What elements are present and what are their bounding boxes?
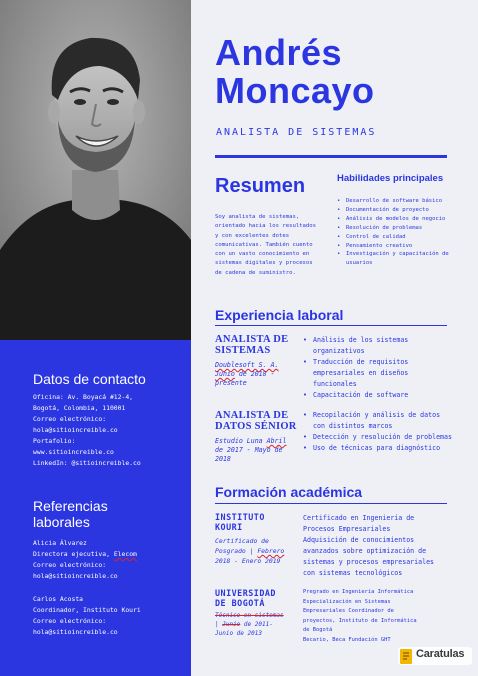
profile-photo (0, 0, 191, 340)
portrait-image (0, 0, 191, 340)
skill-item: • Investigación y capacitación de usuarios (336, 250, 454, 268)
reference-position (33, 549, 183, 560)
summary-line: Soy analista de sistemas, (215, 214, 300, 220)
reference-name: Alicia Álvarez (33, 539, 87, 547)
edu-desc-line: Adquisición de conocimientos (303, 536, 415, 544)
contact-website[interactable]: www.sitioincreible.co (33, 448, 114, 456)
job-bullet: • Traducción de requisitos empresariales en diseños funcionales (303, 357, 453, 390)
reference-email-label: Correo electrónico: (33, 617, 107, 625)
job-2-title (215, 410, 297, 432)
header-divider (215, 155, 447, 158)
reference-position: Coordinador, Instituto Kouri (33, 606, 141, 614)
edu-meta-line: Certificado de (215, 537, 269, 545)
job-title-line: DATOS SÉNIOR (215, 421, 297, 432)
references-heading-line: laborales (33, 514, 90, 530)
job-bullet: • Análisis de los sistemas organizativos (303, 335, 453, 357)
edu-desc-line: Procesos Empresariales (303, 525, 391, 533)
edu-1-meta (215, 536, 284, 566)
edu-1-title (215, 512, 265, 532)
job-2-bullets (303, 410, 455, 454)
job-title-line: ANALISTA DE (215, 334, 289, 345)
edu-2-meta (215, 611, 284, 638)
job-meta-line (215, 361, 279, 370)
job-meta-line (215, 370, 279, 379)
edu-2-title (215, 588, 276, 608)
edu-start-month: Febrero (257, 547, 285, 555)
edu-title-line: UNIVERSIDAD (215, 588, 276, 598)
skill-item: • Control de calidad (336, 233, 454, 242)
reference-role: Directora ejecutiva, (33, 550, 114, 558)
job-start-month: Abril (266, 437, 287, 445)
job-role: ANALISTA DE SISTEMAS (216, 127, 377, 138)
job-company: Estudio Luna (215, 437, 267, 445)
edu-dates: 2018 - Enero 2019 (215, 557, 281, 565)
edu-desc-line: de Bogotá (303, 627, 333, 633)
experience-heading: Experiencia laboral (215, 307, 344, 323)
reference-2 (33, 594, 183, 638)
job-title-line: SISTEMAS (215, 345, 271, 356)
edu-start-year: de 2011- (240, 621, 273, 628)
experience-divider (215, 325, 447, 326)
job-company: Doublesoft S. A. (215, 361, 279, 369)
edu-degree: Posgrado | (215, 547, 258, 555)
job-1-title (215, 334, 288, 356)
contact-line: Correo electrónico: (33, 415, 107, 423)
edu-desc-line: Especialización en Sistemas (303, 598, 391, 605)
reference-email[interactable]: hola@sitioincreible.co (33, 572, 118, 580)
job-dates: de 2017 - Mayo de (215, 446, 283, 454)
contact-line: Oficina: Av. Boyacá #12-4, (33, 393, 134, 401)
job-bullet: • Uso de técnicas para diagnóstico (303, 443, 455, 454)
summary-line: orientado hacia los resultados (215, 223, 317, 230)
job-meta-line (215, 437, 286, 446)
contact-line: Portafolio: (33, 437, 76, 445)
contact-heading: Datos de contacto (33, 371, 146, 387)
edu-1-description (303, 513, 453, 579)
summary-line: comunicativas. También cuento (215, 241, 313, 248)
summary-heading: Resumen (215, 175, 306, 197)
edu-desc-line: con sistemas tecnológicos (303, 569, 403, 577)
skill-item: • Documentación de proyecto (336, 206, 454, 215)
contact-line: Bogotá, Colombia, 110001 (33, 404, 126, 412)
summary-text (215, 213, 331, 278)
job-bullet: • Detección y resolución de problemas (303, 432, 455, 443)
edu-desc-line: Pregrado en Ingeniería Informática (303, 589, 414, 595)
edu-desc-line: avanzados sobre optimización de (303, 547, 427, 555)
education-heading: Formación académica (215, 484, 363, 500)
edu-desc-line: proyectos, Instituto de Informática (303, 617, 417, 624)
reference-name: Carlos Acosta (33, 595, 84, 603)
job-end: 2018 (215, 455, 231, 463)
skill-item: • Pensamiento creativo (336, 242, 454, 251)
job-1-bullets (303, 335, 453, 401)
last-name: Moncayo (215, 70, 375, 111)
job-bullet: • Recopilación y análisis de datos con distintos marcos (303, 410, 455, 432)
summary-line: sistemas digitales y procesos (215, 260, 313, 267)
edu-title-line: KOURI (215, 522, 243, 532)
summary-line: con un vasto conocimiento en (215, 251, 310, 258)
edu-desc-line: Becario, Beca Fundación GHT (303, 636, 391, 643)
edu-desc-line: Empresariales Coordinador de (303, 608, 394, 614)
summary-line: y con excelentes dotes (215, 232, 290, 239)
contact-linkedin[interactable]: LinkedIn: @sitioincreible.co (33, 459, 141, 467)
edu-desc-line: sistemas y procesos empresariales (303, 558, 435, 566)
job-end: presente (215, 379, 247, 387)
first-name: Andrés (215, 32, 343, 73)
education-divider (215, 503, 447, 504)
skills-heading: Habilidades principales (337, 173, 444, 184)
reference-company: Elecom (113, 550, 137, 558)
edu-meta-line (215, 546, 284, 556)
edu-degree: Técnico en sistemas (215, 612, 284, 619)
job-start-year: de 2018 - (234, 370, 275, 378)
job-1-meta (215, 361, 279, 388)
references-heading (33, 498, 108, 530)
edu-separator: | (215, 621, 223, 628)
skill-item: • Resolución de problemas (336, 224, 454, 233)
job-2-meta (215, 437, 286, 464)
edu-start-month: Junio (222, 621, 241, 628)
edu-meta-line (215, 620, 284, 629)
job-start-month: Junio (215, 370, 235, 378)
job-bullet: • Capacitación de software (303, 390, 453, 401)
skill-item: • Análisis de modelos de negocio (336, 215, 454, 224)
references-heading-line: Referencias (33, 498, 108, 514)
reference-1 (33, 538, 183, 582)
logo-text: Caratulas (416, 648, 465, 660)
edu-title-line: DE BOGOTÁ (215, 598, 265, 608)
skill-item: • Desarrollo de software básico (336, 197, 454, 206)
reference-email-label: Correo electrónico: (33, 561, 107, 569)
edu-title-line: INSTITUTO (215, 512, 265, 522)
edu-meta-line (215, 611, 284, 620)
edu-dates: Junio de 2013 (215, 630, 262, 637)
contact-details (33, 392, 183, 469)
edu-desc-line: Certificado en Ingeniería de (303, 514, 415, 522)
job-title-line: ANALISTA DE (215, 410, 289, 421)
contact-email[interactable]: hola@sitioincreible.co (33, 426, 118, 434)
summary-line: de cadena de suministro. (215, 269, 296, 276)
reference-email[interactable]: hola@sitioincreible.co (33, 628, 118, 636)
candidate-name (215, 34, 375, 110)
edu-2-description (303, 588, 455, 645)
skills-list (336, 197, 454, 268)
